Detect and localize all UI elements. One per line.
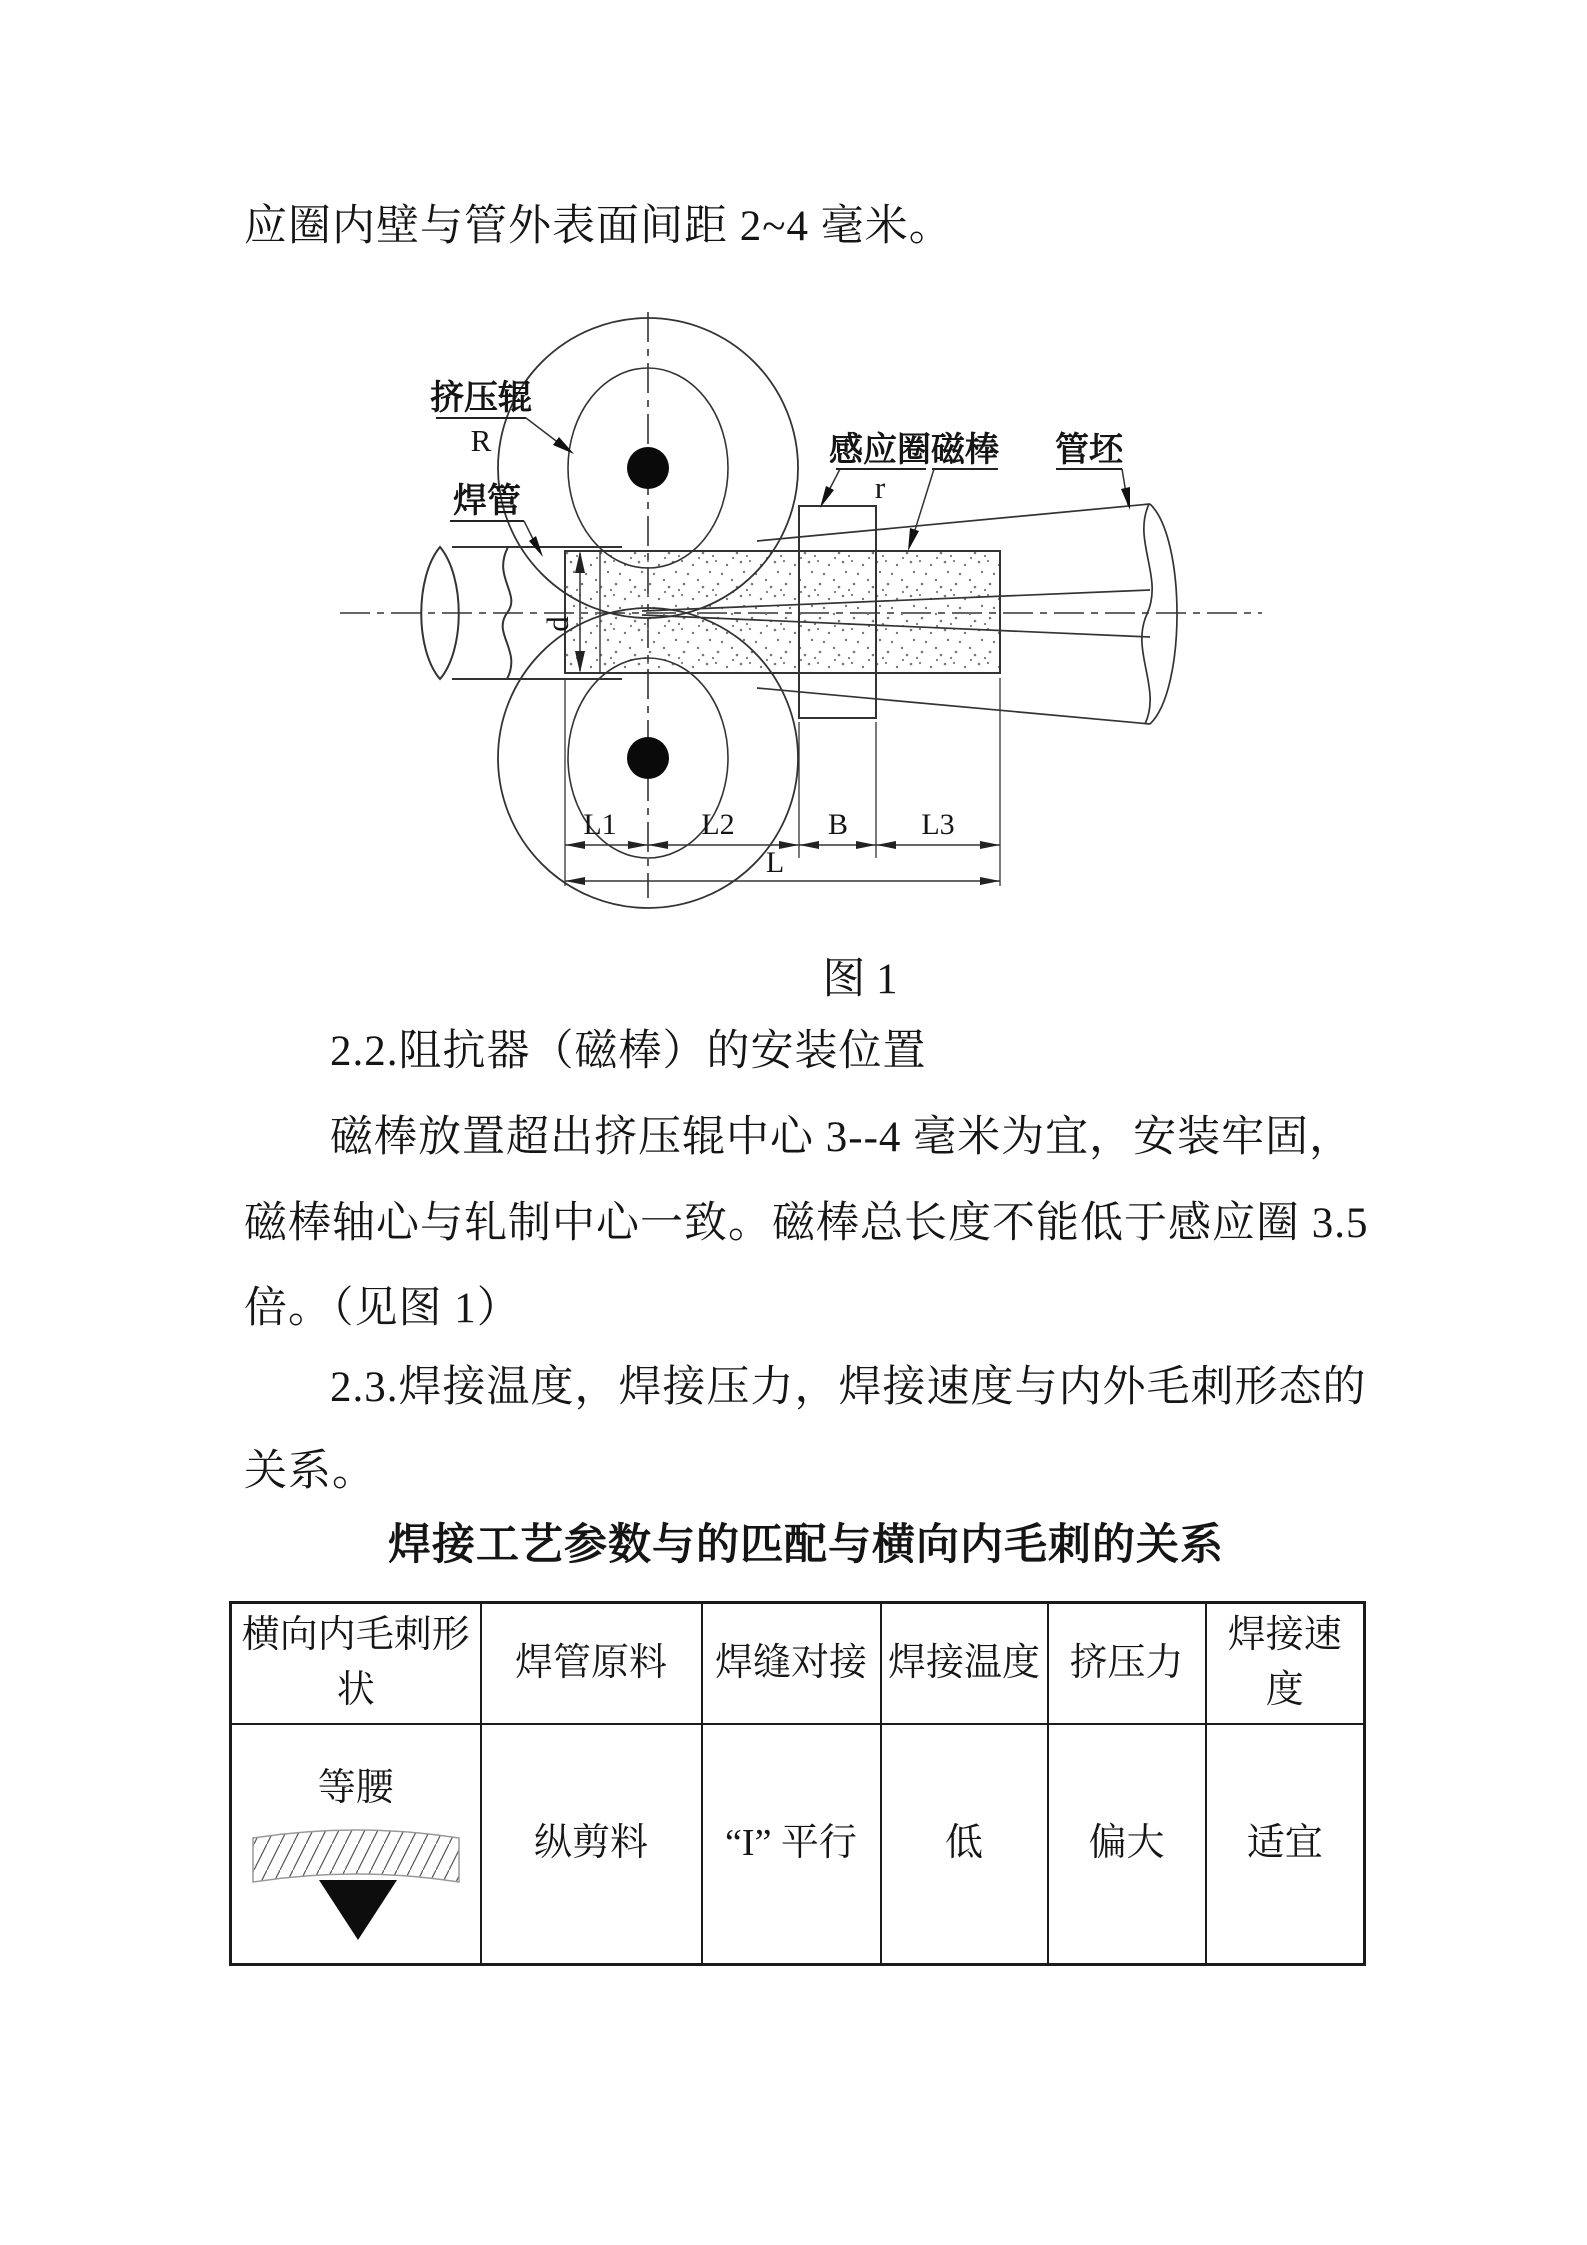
label-squeeze-roller xyxy=(430,379,574,458)
col-header-seam-butt: 焊缝对接 xyxy=(702,1603,881,1724)
top-roller-axle-dot xyxy=(627,447,669,489)
cell-weld-temp: 低 xyxy=(881,1724,1048,1965)
body-line: 关系。 xyxy=(244,1448,376,1495)
cell-weld-speed: 适宜 xyxy=(1206,1724,1365,1965)
induction-coil-symbol: r xyxy=(874,470,886,505)
svg-text:挤压辊: 挤压辊 xyxy=(430,379,532,417)
bottom-roller-axle-dot xyxy=(627,737,669,779)
svg-text:感应圈: 感应圈 xyxy=(829,431,931,469)
inner-burr-triangle xyxy=(319,1880,397,1940)
figure-caption: 图 1 xyxy=(822,956,898,1003)
table-row xyxy=(231,1724,1365,1965)
section-2-3-heading: 2.3.焊接温度，焊接压力，焊接速度与内外毛刺形态的 xyxy=(330,1364,1367,1411)
col-header-squeeze-force: 挤压力 xyxy=(1048,1603,1206,1724)
table-header-row xyxy=(231,1603,1365,1724)
burr-shape-label: 等腰 xyxy=(317,1766,394,1809)
body-line: 倍。（见图 1） xyxy=(244,1285,521,1332)
squeeze-roller-symbol: R xyxy=(470,423,492,458)
cell-seam-butt: “I” 平行 xyxy=(702,1724,881,1965)
svg-text:焊管: 焊管 xyxy=(453,482,521,520)
burr-shape-drawing xyxy=(241,1818,471,1944)
label-induction-coil xyxy=(820,430,931,508)
col-header-weld-temp: 焊接温度 xyxy=(881,1603,1048,1724)
body-line: 磁棒放置超出挤压辊中心 3--4 毫米为宜，安装牢固， xyxy=(330,1114,1354,1161)
dim-b-label: B xyxy=(827,808,849,841)
magnet-bar-shape xyxy=(565,551,1000,673)
figure-1-diagram xyxy=(330,300,1290,910)
intro-line: 应圈内壁与管外表面间距 2~4 毫米。 xyxy=(244,203,953,250)
table-title: 焊接工艺参数与的匹配与横向内毛刺的关系 xyxy=(388,1522,1224,1569)
leader-arrow xyxy=(820,486,834,508)
col-header-raw-material: 焊管原料 xyxy=(481,1603,702,1724)
cell-burr-shape xyxy=(231,1724,481,1965)
svg-text:管坯: 管坯 xyxy=(1055,431,1123,469)
cell-squeeze-force: 偏大 xyxy=(1048,1724,1206,1965)
section-2-2-heading: 2.2.阻抗器（磁棒）的安装位置 xyxy=(330,1028,927,1075)
svg-text:磁棒: 磁棒 xyxy=(931,431,999,469)
label-welded-pipe xyxy=(450,481,543,557)
col-header-burr-shape: 横向内毛刺形状 xyxy=(231,1603,481,1724)
leader-arrow xyxy=(908,528,919,551)
col-header-weld-speed: 焊接速度 xyxy=(1206,1603,1365,1724)
body-line: 磁棒轴心与轧制中心一致。磁棒总长度不能低于感应圈 3.5 xyxy=(244,1200,1369,1247)
label-tube-blank xyxy=(1055,430,1130,510)
dim-l-label: L xyxy=(765,846,785,879)
dim-l2-label: L2 xyxy=(701,808,735,841)
cell-raw-material: 纵剪料 xyxy=(481,1724,702,1965)
dim-l3-label: L3 xyxy=(921,808,955,841)
weld-parameters-table xyxy=(229,1601,1366,1966)
dim-d-label: d xyxy=(540,616,575,632)
dim-l1-label: L1 xyxy=(583,808,617,841)
strip-band-shape xyxy=(253,1830,459,1882)
